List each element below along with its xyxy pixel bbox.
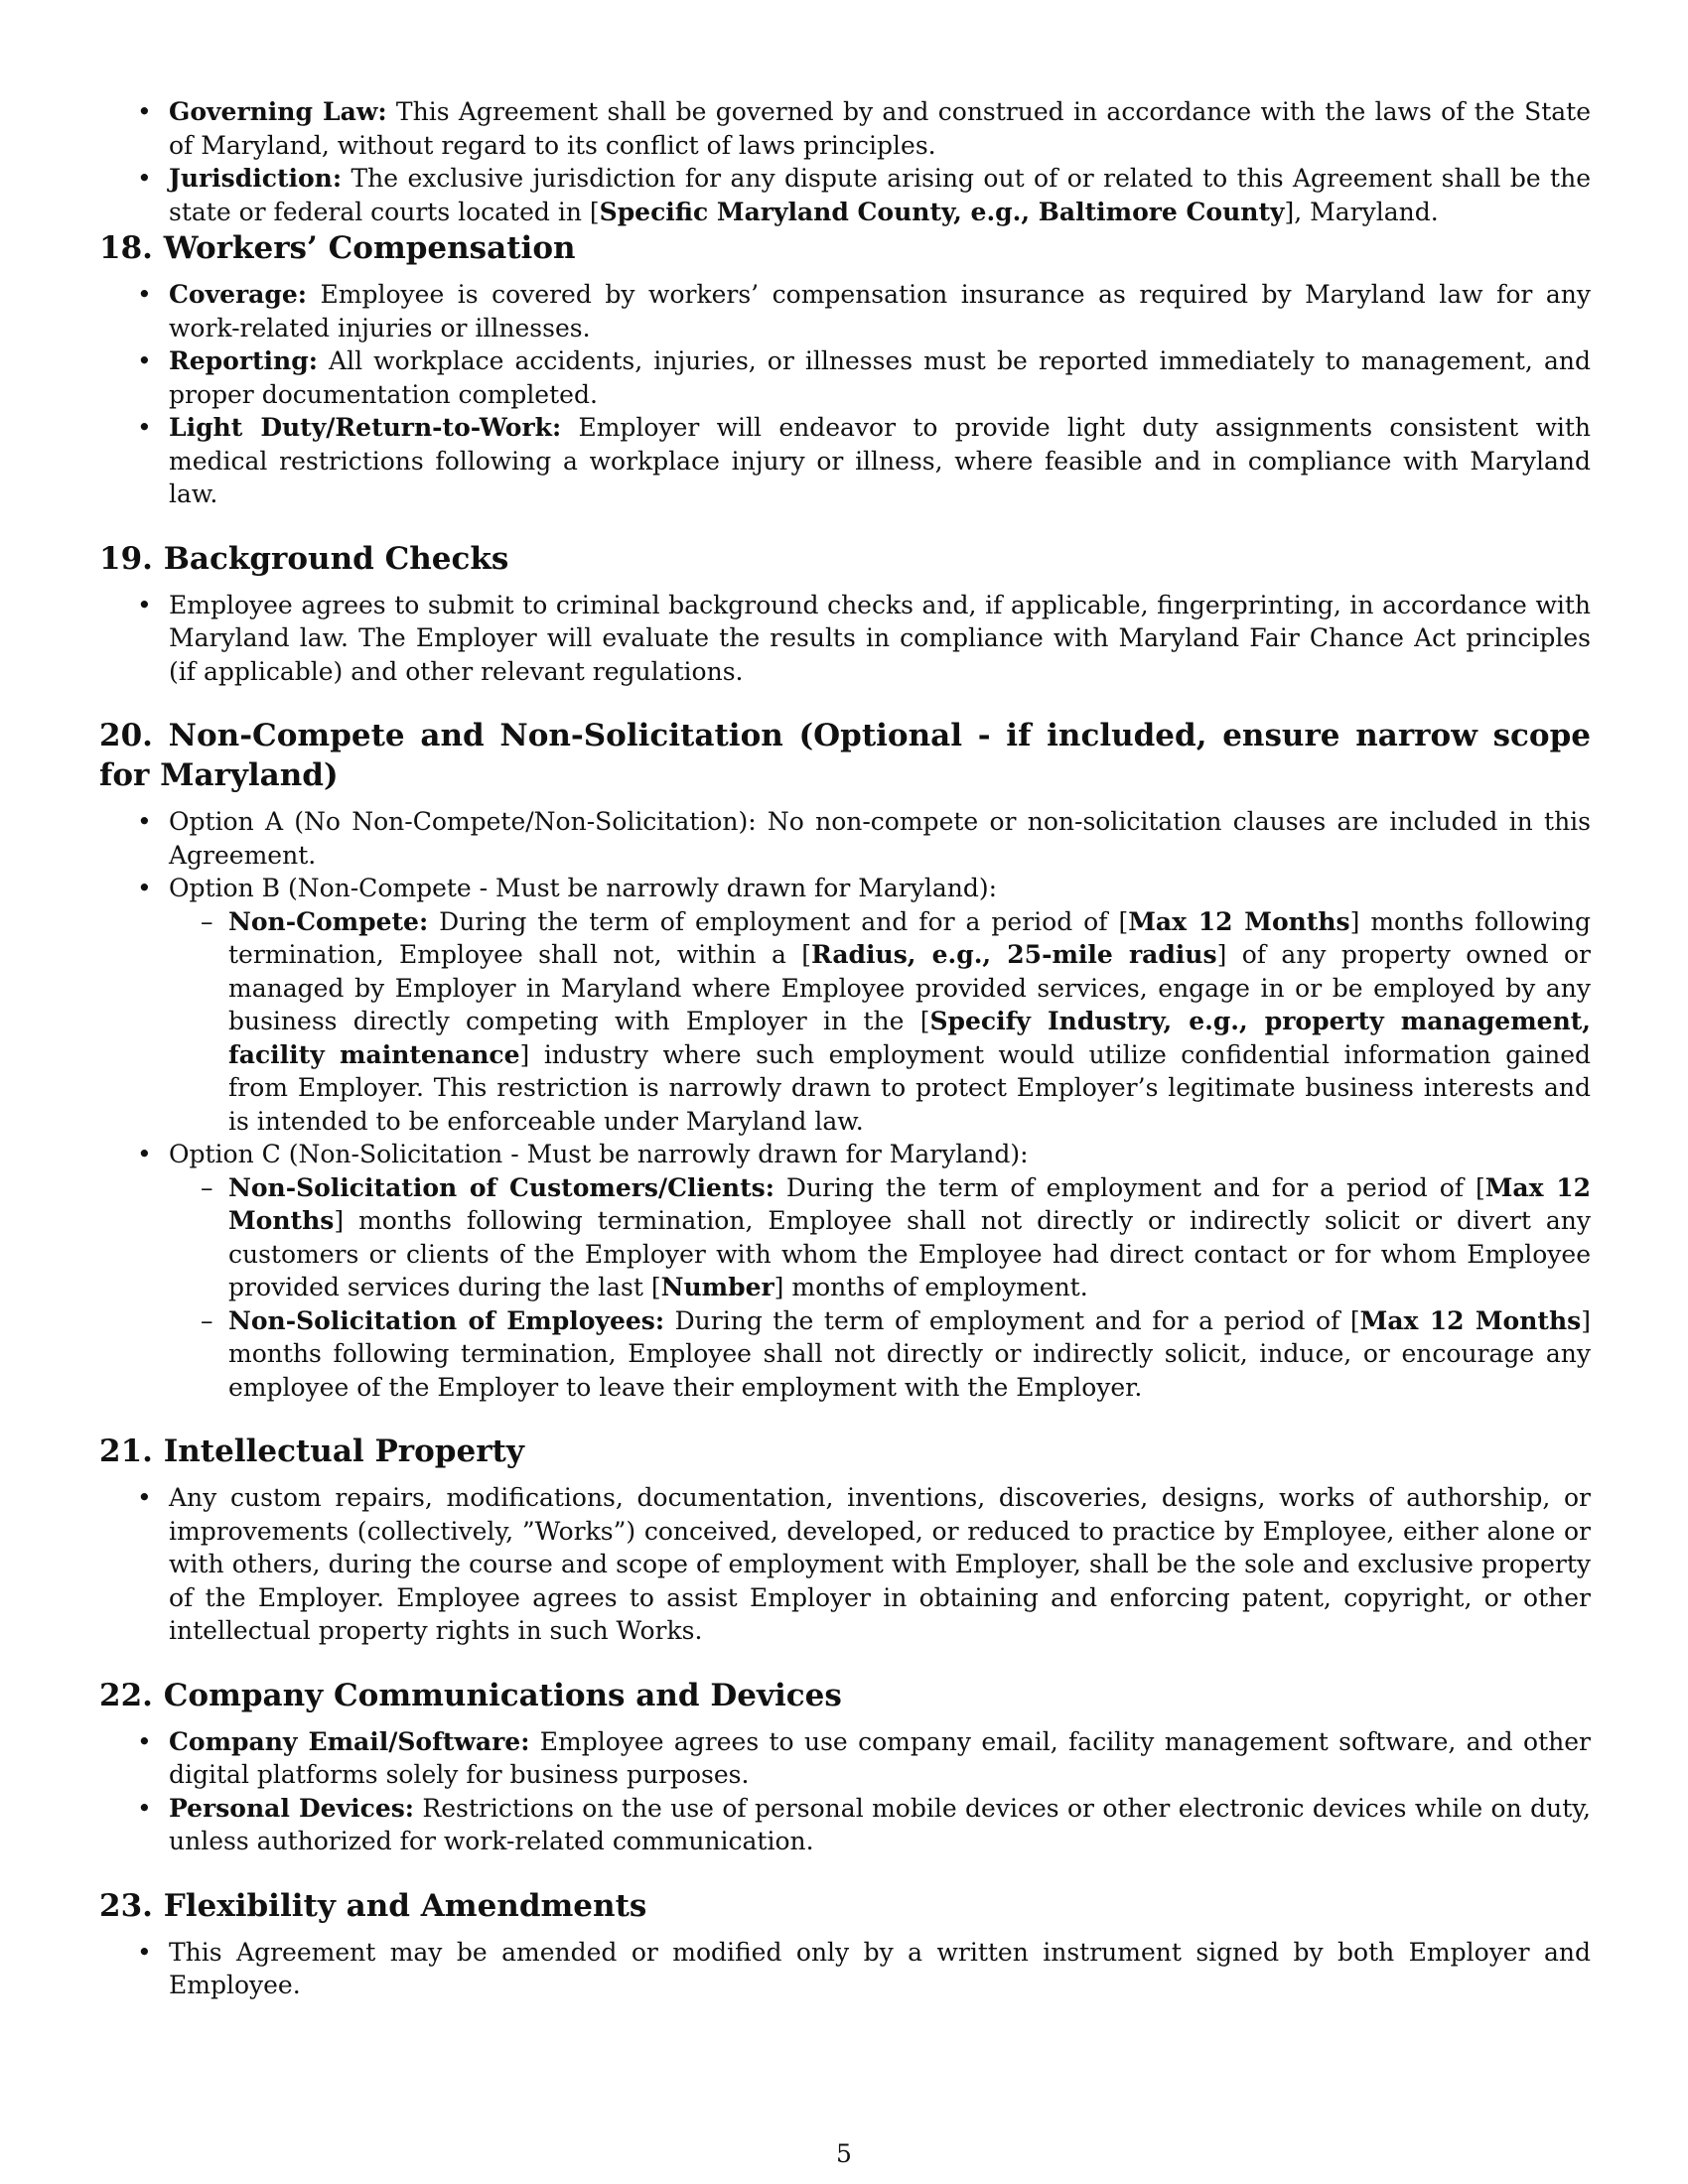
option-label: Option C (Non-Solicitation - Must be narrowly drawn for Maryland): [169,1140,1029,1168]
section-heading: 20. Non-Compete and Non-Solicitation (Optional - if included, ensure narrow scope for Maryland) [99,718,1591,793]
list-item-personal-devices [99,1792,1591,1858]
placeholder-radius: Radius, e.g., 25-mile radius [811,940,1217,969]
list-item-light-duty [99,411,1591,511]
section-workers-compensation [99,228,1591,511]
list-item: • This Agreement may be amended or modified only by a written instrument signed by both Employer and Employee. [99,1936,1591,2002]
item-label: Non-Solicitation of Customers/Clients: [228,1172,774,1202]
list-item-governing-law [99,95,1591,162]
item-label: Light Duty/Return-to-Work: [169,413,562,442]
item-text: ] months following termination, Employee shall not directly or indirectly solicit or divert any customers or clients of the Employer with whom the Employee had direct contact or for whom Employee provided services during the last [ [228,1206,1591,1301]
item-text: ], Maryland. [1284,197,1439,226]
section-list [99,805,1591,1404]
list-item-option-b [99,872,1591,1138]
page-number: 5 [836,2139,852,2168]
list-item: • Employee agrees to submit to criminal background checks and, if applicable, fingerprinting, in accordance with Maryland law. The Employer will evaluate the results in compliance with Maryland Fair Chance Act principles (if applicable) and other relevant regulations. [99,589,1591,689]
section-background-checks [99,539,1591,689]
item-label: Governing Law: [169,97,387,126]
placeholder-number: Number [660,1273,774,1301]
item-text: During the term of employment and for a period of [ [664,1305,1360,1335]
item-text: The exclusive jurisdiction for any dispute arising out of or related to this Agreement shall be the state or federal courts located in [ [169,164,1591,226]
section-flexibility-amendments [99,1886,1591,2002]
item-label: Company Email/Software: [169,1726,530,1756]
item-text: ] months following termination, Employee shall not, within a [ [228,906,1591,969]
section-heading: 22. Company Communications and Devices [99,1677,842,1713]
item-label: Non-Solicitation of Employees: [228,1305,665,1335]
placeholder-months: Max 12 Months [1128,906,1350,936]
sub-item-non-compete [169,905,1591,1139]
sub-item-non-solicit-customers [169,1171,1591,1304]
section-list [99,278,1591,511]
section-list [99,589,1591,689]
sub-list [169,1171,1591,1405]
section-heading: 23. Flexibility and Amendments [99,1887,647,1924]
list-item-coverage [99,278,1591,344]
item-label: Jurisdiction: [169,164,343,193]
placeholder-months: Max 12 Months [228,1172,1591,1235]
section-heading: 19. Background Checks [99,540,509,577]
item-text: ] months following termination, Employee shall not directly or indirectly solicit, induce, or encourage any employee of the Employer to leave their employment with the Employer. [228,1305,1591,1402]
section-intellectual-property [99,1432,1591,1648]
section-company-communications [99,1676,1591,1858]
item-text: This Agreement shall be governed by and construed in accordance with the laws of the State of Maryland, without regard to its conflict of laws principles. [169,97,1591,160]
item-text: Employee is covered by workers’ compensation insurance as required by Maryland law for any work-related injuries or illnesses. [169,280,1591,342]
item-label: Reporting: [169,346,318,375]
item-text: All workplace accidents, injuries, or illnesses must be reported immediately to management, and proper documentation completed. [169,346,1591,409]
list-item-option-a: • Option A (No Non-Compete/Non-Solicitation): No non-compete or non-solicitation clauses are included in this Agreement. [99,805,1591,872]
item-text: Employer will endeavor to provide light duty assignments consistent with medical restrictions following a workplace injury or illness, where feasible and in compliance with Maryland law. [169,413,1591,508]
list-item-reporting [99,344,1591,411]
placeholder-industry: Specify Industry, e.g., property management, facility maintenance [228,1007,1592,1069]
item-label: Personal Devices: [169,1793,415,1823]
governing-law-list [99,95,1591,228]
section-heading: 18. Workers’ Compensation [99,230,576,266]
section-list [99,1481,1591,1648]
item-text: During the term of employment and for a period of [ [774,1172,1485,1202]
section-list [99,1936,1591,2002]
list-item: • Any custom repairs, modifications, documentation, inventions, discoveries, designs, works of authorship, or improvements (collectively, ”Works”) conceived, developed, or reduced to practice by Employee, either alone or with others, during the course and scope of employment with Employer, shall be the sole and exclusive property of the Employer. Employee agrees to assist Employer in obtaining and enforcing patent, copyright, or other intellectual property rights in such Works. [99,1481,1591,1648]
list-item-option-c [99,1138,1591,1404]
sub-list [169,905,1591,1139]
list-item-jurisdiction [99,162,1591,228]
item-text: ] industry where such employment would utilize confidential information gained from Employer. This restriction is narrowly drawn to protect Employer’s legitimate business interests and is intended to be enforceable under Maryland law. [228,1039,1592,1136]
section-heading: 21. Intellectual Property [99,1433,524,1469]
item-text: ] months of employment. [774,1273,1088,1301]
list-item-company-email [99,1725,1591,1792]
placeholder-county: Specific Maryland County, e.g., Baltimore County [599,197,1285,226]
section-list [99,1725,1591,1858]
item-text: ] of any property owned or managed by Employer in Maryland where Employee provided services, engage in or be employed by any business directly competing with Employer in the [ [228,940,1591,1035]
item-label: Non-Compete: [228,906,429,936]
option-label: Option B (Non-Compete - Must be narrowly drawn for Maryland): [169,874,998,902]
sub-item-non-solicit-employees [169,1304,1591,1405]
item-text: Restrictions on the use of personal mobile devices or other electronic devices while on duty, unless authorized for work-related communication. [169,1793,1591,1855]
document-page [99,95,1591,2030]
placeholder-months: Max 12 Months [1359,1305,1582,1335]
item-label: Coverage: [169,280,307,309]
item-text: During the term of employment and for a period of [ [428,906,1129,936]
item-text: Employee agrees to use company email, facility management software, and other digital platforms solely for business purposes. [169,1726,1591,1789]
section-non-compete [99,716,1591,1404]
